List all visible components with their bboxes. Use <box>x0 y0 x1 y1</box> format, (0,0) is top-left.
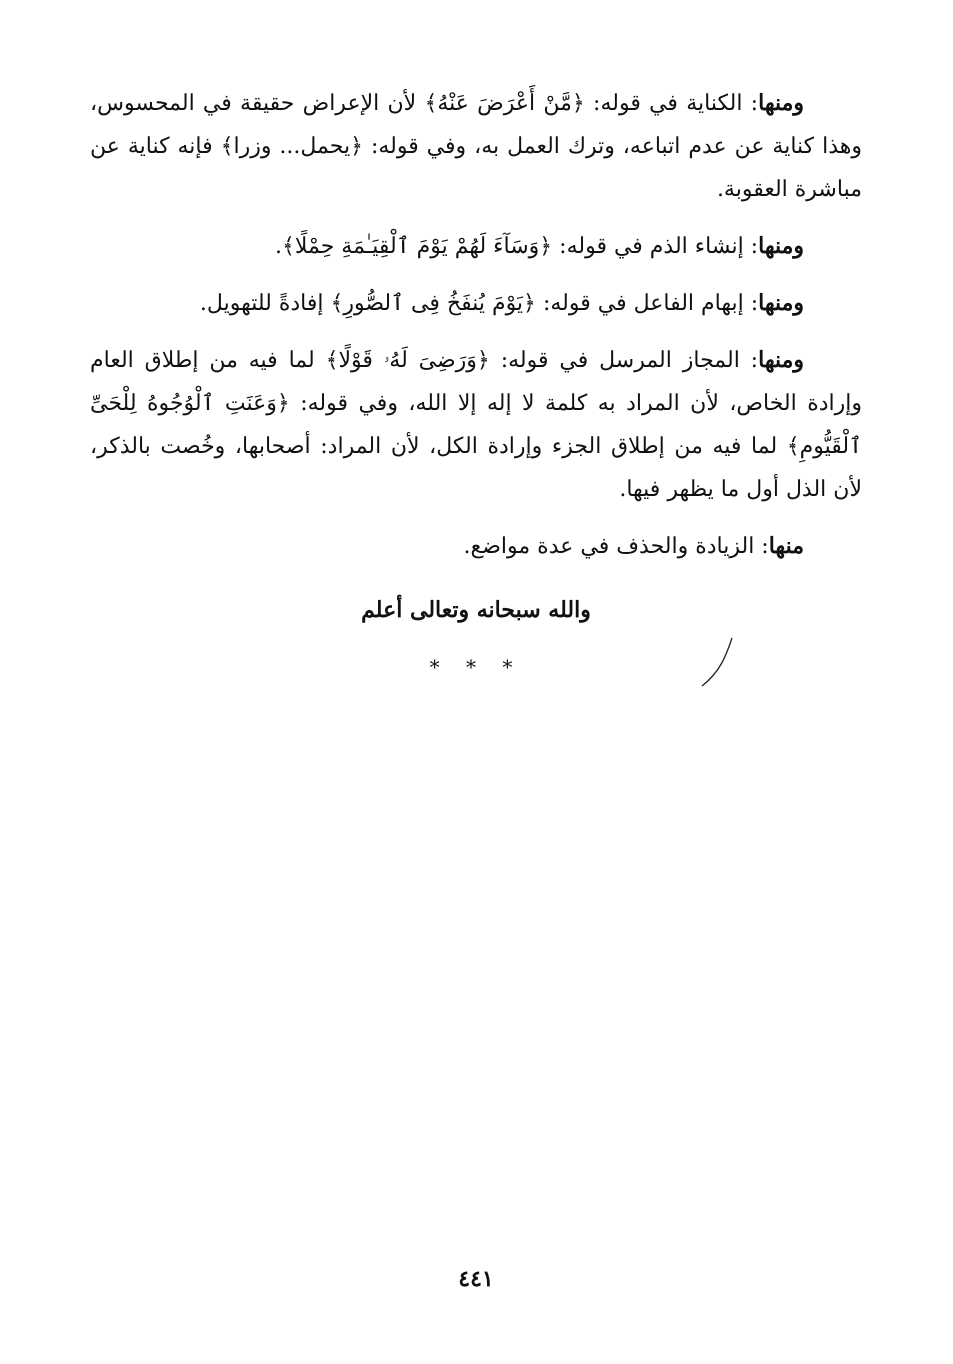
paragraph-body: : الكناية في قوله: ﴿مَّنْ أَعْرَضَ عَنْهُ﴾ لأن الإعراض حقيقة في المحسوس، وهذا كناية عن عدم اتباعه، وترك العمل به، وفي قوله: ﴿يحمل... وزرا﴾ فإنه كناية عن مباشرة العقوبة. <box>90 91 862 202</box>
paragraph-body: : الزيادة والحذف في عدة مواضع. <box>463 534 769 559</box>
paragraph-lead: ومنها <box>758 233 804 259</box>
paragraph-majaz <box>90 339 862 511</box>
paragraph-ibham <box>90 282 862 325</box>
paragraph-lead: ومنها <box>758 290 804 316</box>
paragraph-body: : إنشاء الذم في قوله: ﴿وَسَآءَ لَهُمْ يَوْمَ ٱلْقِيَـٰمَةِ حِمْلًا﴾. <box>274 234 759 259</box>
section-separator: * * * <box>429 655 523 679</box>
paragraph-lead: ومنها <box>758 347 804 373</box>
paragraph-kinaya <box>90 82 862 211</box>
page-number: ٤٤١ <box>458 1266 494 1292</box>
main-text <box>90 82 862 582</box>
paragraph-ziyada <box>90 525 862 568</box>
paragraph-lead: ومنها <box>758 90 804 116</box>
paragraph-body: : المجاز المرسل في قوله: ﴿وَرَضِىَ لَهُۥ قَوْلًا﴾ لما فيه من إطلاق العام وإرادة الخاص، لأن المراد به كلمة لا إله إلا الله، وفي قوله: ﴿وَعَنَتِ ٱلْوُجُوهُ لِلْحَىِّ ٱلْقَيُّومِ﴾ لما فيه من إطلاق الجزء وإرادة الكل، لأن المراد: أصحابها، وخُصت بالذكر، لأن الذل أول ما يظهر فيها. <box>90 348 862 502</box>
paragraph-body: : إبهام الفاعل في قوله: ﴿يَوْمَ يُنفَخُ فِى ٱلصُّورِ﴾ إفادةً للتهويل. <box>199 291 759 316</box>
pen-stroke-mark <box>696 636 736 688</box>
paragraph-lead: منها <box>768 533 804 559</box>
closing-phrase: والله سبحانه وتعالى أعلم <box>361 597 591 623</box>
paragraph-dhamm <box>90 225 862 268</box>
